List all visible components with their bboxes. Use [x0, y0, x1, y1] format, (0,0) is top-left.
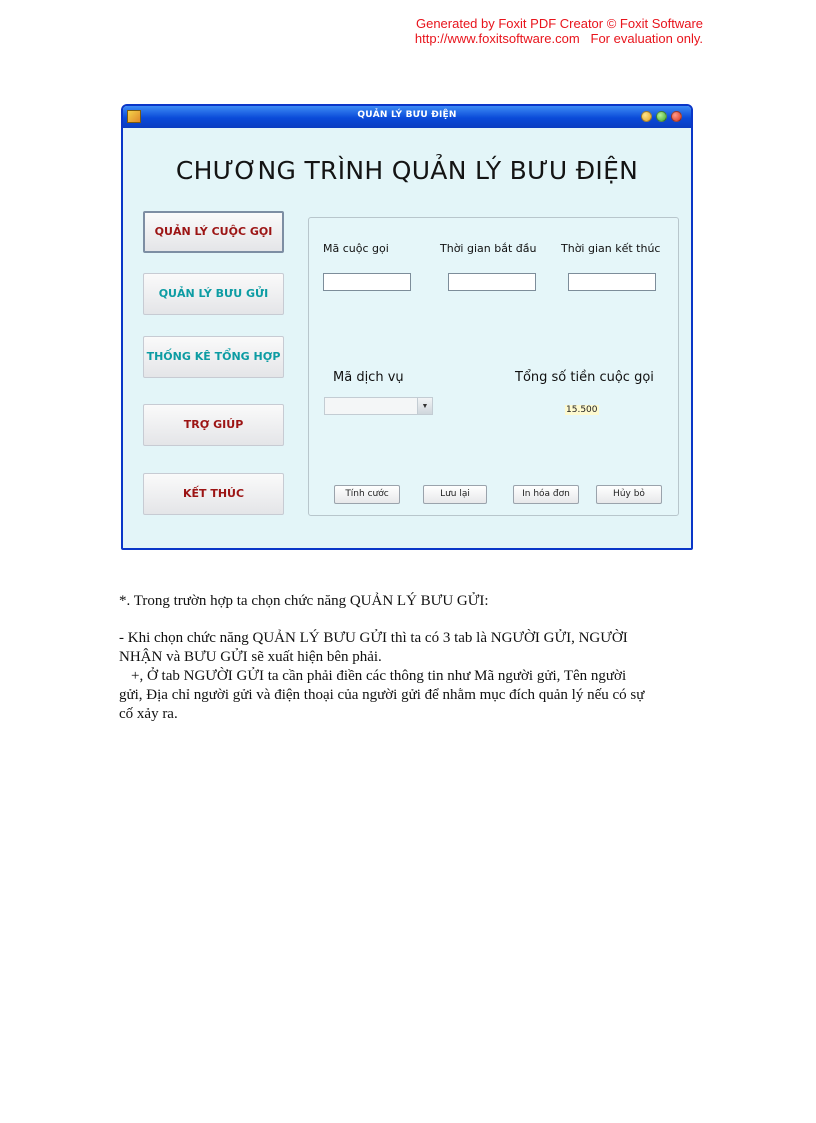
doc-line: +, Ở tab NGƯỜI GỬI ta cần phải điền các thông tin như Mã người gửi, Tên người [131, 668, 627, 684]
page-title: CHƯƠNG TRÌNH QUẢN LÝ BƯU ĐIỆN [175, 156, 639, 185]
print-invoice-button[interactable]: In hóa đơn [513, 485, 579, 504]
statistics-button[interactable]: THỐNG KÊ TỔNG HỢP [143, 336, 284, 378]
calculate-button[interactable]: Tính cước [334, 485, 400, 504]
total-charge-value: 15.500 [566, 405, 598, 415]
minimize-icon[interactable] [641, 111, 652, 122]
chevron-down-icon[interactable]: ▼ [417, 398, 432, 414]
start-time-label: Thời gian bắt đầu [440, 242, 537, 255]
total-charge-label: Tổng số tiền cuộc gọi [515, 370, 654, 385]
watermark-line: Generated by Foxit PDF Creator © Foxit Software [415, 16, 703, 31]
service-id-label: Mã dịch vụ [333, 370, 404, 385]
exit-button[interactable]: KẾT THÚC [143, 473, 284, 515]
watermark-note: For evaluation only. [590, 31, 703, 46]
end-time-input[interactable] [568, 273, 656, 291]
call-management-button[interactable]: QUẢN LÝ CUỘC GỌI [143, 211, 284, 253]
foxit-watermark [415, 16, 703, 46]
doc-line: gửi, Địa chỉ người gửi và điện thoại của người gửi để nhằm mục đích quản lý nếu có sự [119, 687, 645, 703]
call-id-input[interactable] [323, 273, 411, 291]
cancel-button[interactable]: Hủy bỏ [596, 485, 662, 504]
watermark-url-line [415, 31, 703, 46]
mail-management-button[interactable]: QUẢN LÝ BƯU GỬI [143, 273, 284, 315]
help-button[interactable]: TRỢ GIÚP [143, 404, 284, 446]
window-title: QUẢN LÝ BƯU ĐIỆN [357, 110, 457, 120]
doc-line: cố xảy ra. [119, 706, 178, 722]
start-time-input[interactable] [448, 273, 536, 291]
call-id-label: Mã cuộc gọi [323, 242, 389, 255]
call-form-panel [308, 217, 679, 516]
doc-paragraph-1: *. Trong trườn hợp ta chọn chức năng QUẢN LÝ BƯU GỬI: [119, 593, 489, 609]
service-id-select[interactable] [324, 397, 433, 415]
title-bar[interactable] [123, 106, 691, 128]
doc-line: - Khi chọn chức năng QUẢN LÝ BƯU GỬI thì ta có 3 tab là NGƯỜI GỬI, NGƯỜI [119, 630, 628, 646]
maximize-icon[interactable] [656, 111, 667, 122]
watermark-url: http://www.foxitsoftware.com [414, 31, 580, 46]
end-time-label: Thời gian kết thúc [561, 242, 661, 255]
app-window [121, 104, 693, 550]
close-icon[interactable] [671, 111, 682, 122]
doc-line: NHẬN và BƯU GỬI sẽ xuất hiện bên phải. [119, 649, 382, 665]
save-button[interactable]: Lưu lại [423, 485, 487, 504]
